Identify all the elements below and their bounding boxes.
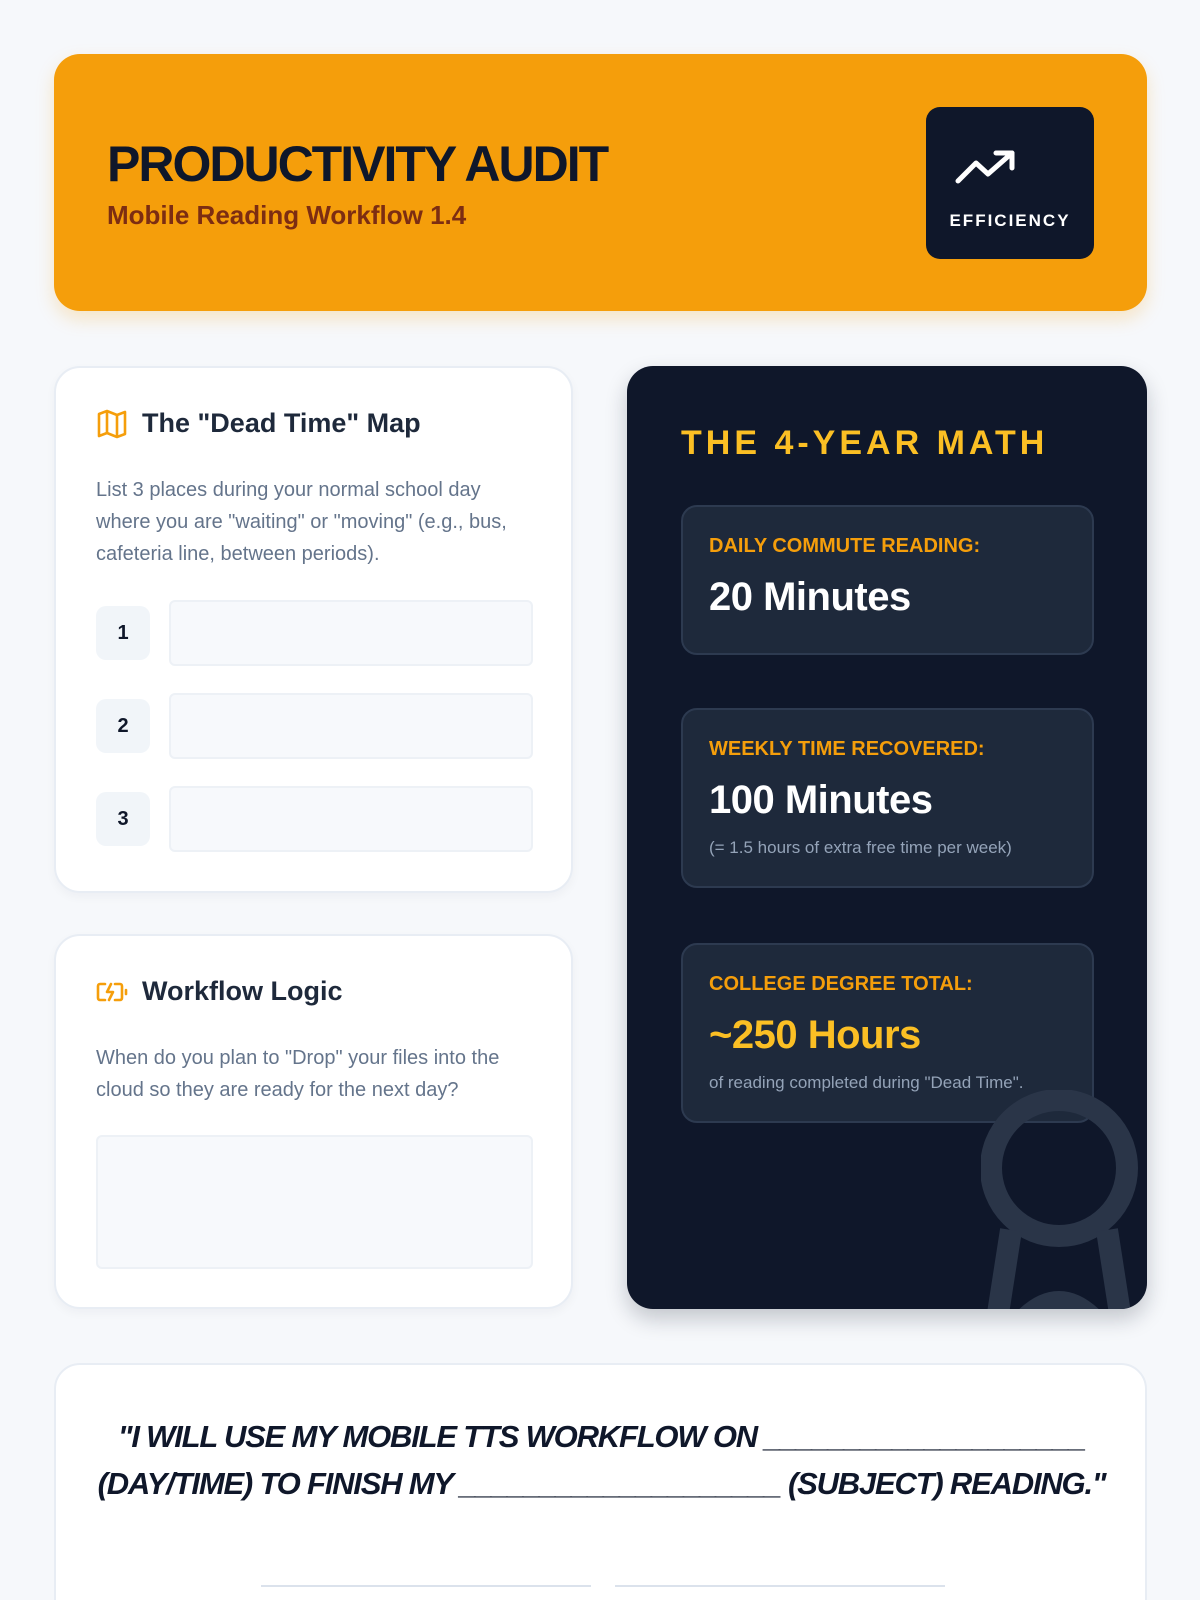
- entry-number-2: 2: [96, 699, 150, 753]
- workflow-logic-title: Workflow Logic: [142, 976, 343, 1006]
- stat-weekly-recovered: [681, 708, 1094, 888]
- stat-value: 100 Minutes: [709, 778, 933, 822]
- dead-time-map-title: The "Dead Time" Map: [142, 408, 421, 438]
- trending-up-icon: [954, 147, 1018, 187]
- award-ribbon-icon: [981, 1090, 1147, 1309]
- dead-time-map-description: List 3 places during your normal school day where you are "waiting" or "moving" (e.g., bus, cafeteria line, between periods).: [96, 479, 507, 565]
- signature-line-right: [615, 1585, 945, 1587]
- workflow-logic-answer[interactable]: [96, 1135, 533, 1269]
- page-title: PRODUCTIVITY AUDIT: [107, 136, 608, 192]
- stat-note: (= 1.5 hours of extra free time per week): [709, 838, 1012, 857]
- entry-number-1: 1: [96, 606, 150, 660]
- page-subtitle: Mobile Reading Workflow 1.4: [107, 200, 467, 230]
- four-year-math-panel: [627, 366, 1147, 1309]
- stat-label: WEEKLY TIME RECOVERED:: [709, 738, 985, 760]
- stat-label: COLLEGE DEGREE TOTAL:: [709, 973, 973, 995]
- stat-value: 20 Minutes: [709, 575, 911, 619]
- entry-number-3: 3: [96, 792, 150, 846]
- efficiency-badge: [926, 107, 1094, 259]
- map-icon: [96, 409, 128, 439]
- stat-daily-commute: [681, 505, 1094, 655]
- pledge-card: [54, 1363, 1147, 1600]
- battery-charging-icon: [96, 980, 128, 1004]
- stat-note: of reading completed during "Dead Time".: [709, 1073, 1024, 1092]
- dead-time-map-card: [54, 366, 573, 893]
- badge-label: EFFICIENCY: [949, 211, 1071, 230]
- pledge-statement: "I WILL USE MY MOBILE TTS WORKFLOW ON ____________________ (DAY/TIME) TO FINISH MY ____________________ (SUBJECT) READING.": [97, 1419, 1106, 1501]
- workflow-logic-question: When do you plan to "Drop" your files into the cloud so they are ready for the next day?: [96, 1047, 500, 1101]
- stat-value: ~250 Hours: [709, 1013, 921, 1057]
- four-year-math-title: THE 4-YEAR MATH: [681, 424, 1049, 462]
- dead-time-input-2[interactable]: [169, 693, 533, 759]
- signature-line-left: [261, 1585, 591, 1587]
- header-banner: [54, 54, 1147, 311]
- dead-time-input-3[interactable]: [169, 786, 533, 852]
- workflow-logic-card: [54, 934, 573, 1309]
- stat-label: DAILY COMMUTE READING:: [709, 535, 981, 557]
- dead-time-input-1[interactable]: [169, 600, 533, 666]
